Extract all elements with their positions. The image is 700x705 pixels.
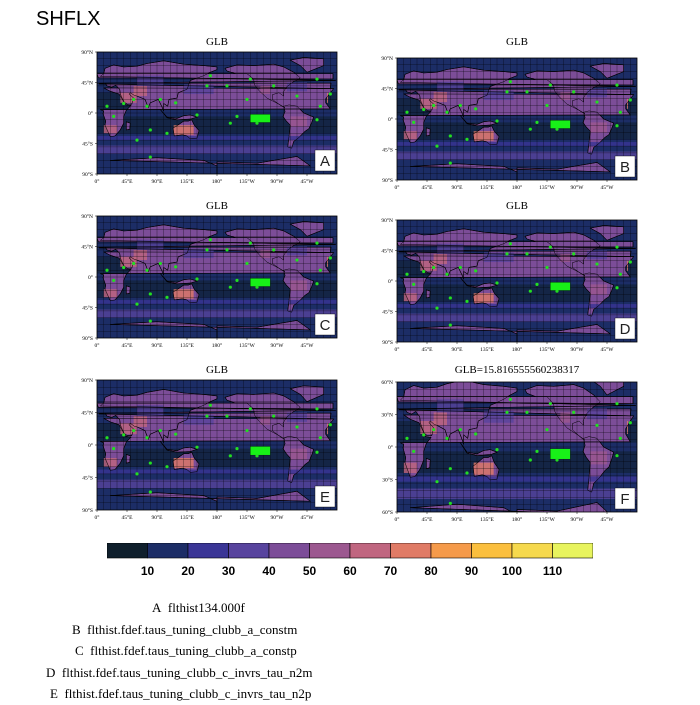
significance-dot <box>535 450 538 453</box>
significance-dot <box>615 402 618 405</box>
lon-tick-label: 180° <box>511 185 523 191</box>
lon-tick-label: 180° <box>211 343 223 349</box>
lon-tick-label: 135°E <box>180 179 194 185</box>
flux-patch <box>434 412 447 425</box>
lon-tick-label: 90°W <box>270 179 284 185</box>
lat-tick-label: 90°S <box>382 178 393 184</box>
colorbar-swatch <box>472 543 513 558</box>
lon-tick-label: 90°W <box>270 515 284 521</box>
lat-tick-label: 60°S <box>382 510 393 516</box>
legend-row-b: B flthist.fdef.taus_tuning_clubb_a_constm <box>72 621 298 637</box>
panel-title: GLB <box>206 36 228 48</box>
panel-letter: B <box>619 159 631 176</box>
lat-tick-label: 90°N <box>81 50 93 56</box>
colorbar-swatch <box>391 543 432 558</box>
lon-tick-label: 45°E <box>421 185 433 191</box>
panel-letter: A <box>319 153 331 170</box>
lon-tick-label: 45°E <box>421 347 433 353</box>
lon-tick-label: 0° <box>94 179 100 185</box>
significance-dot <box>505 411 508 414</box>
panel-title: GLB=15.816555560238317 <box>454 364 580 376</box>
panel-title: GLB <box>206 200 228 212</box>
lon-tick-label: 90°W <box>270 343 284 349</box>
significance-dot <box>525 411 528 414</box>
significance-region <box>550 449 570 459</box>
lat-tick-label: 90°N <box>81 378 93 384</box>
lon-tick-label: 135°W <box>539 517 555 523</box>
significance-dot <box>529 458 532 461</box>
lat-tick-label: 30°N <box>381 412 393 419</box>
colorbar-label: 90 <box>464 564 479 578</box>
colorbar-label: 60 <box>343 564 357 578</box>
significance-dot <box>445 437 448 440</box>
lon-tick-label: 180° <box>211 515 223 521</box>
lat-tick-label: 0° <box>88 111 93 117</box>
lat-tick-label: 60°N <box>381 380 393 386</box>
colorbar-label: 50 <box>302 564 317 578</box>
lat-tick-label: 45°N <box>381 248 393 255</box>
colorbar-label: 100 <box>501 564 523 578</box>
significance-dot <box>545 428 548 431</box>
lat-tick-label: 90°N <box>381 56 393 62</box>
lon-tick-label: 45°E <box>121 515 133 521</box>
legend-row-c: C flthist.fdef.taus_tuning_clubb_a_constp <box>75 643 297 658</box>
lon-tick-label: 90°E <box>151 343 163 349</box>
flux-patch <box>590 451 607 464</box>
lon-tick-label: 135°E <box>480 185 494 191</box>
lat-tick-label: 90°S <box>82 336 93 342</box>
colorbar-swatch <box>512 543 553 558</box>
lon-tick-label: 180° <box>511 517 523 523</box>
colorbar-label: 110 <box>542 564 563 578</box>
lon-tick-label: 45°E <box>421 517 433 523</box>
lat-tick-label: 30°S <box>382 477 393 484</box>
significance-dot <box>509 398 512 401</box>
panel-title: GLB <box>506 36 528 48</box>
lat-tick-label: 45°N <box>381 86 393 93</box>
lat-tick-label: 0° <box>388 117 393 123</box>
colorbar-swatch <box>188 543 229 558</box>
lat-tick-label: 45°S <box>382 147 393 154</box>
case-legend <box>30 597 450 705</box>
lon-tick-label: 45°W <box>600 517 614 523</box>
significance-dot <box>449 467 452 470</box>
significance-dot <box>549 402 552 405</box>
legend-row-e: E flthist.fdef.taus_tuning_clubb_c_invrs_tau_n2p <box>50 686 312 701</box>
lat-tick-label: 45°N <box>81 410 93 417</box>
lat-tick-label: 0° <box>388 279 393 285</box>
lat-tick-label: 0° <box>88 443 93 449</box>
lon-tick-label: 45°E <box>121 343 133 349</box>
significance-dot <box>619 437 622 440</box>
legend-row-d: D flthist.fdef.taus_tuning_clubb_c_invrs_tau_n2m <box>46 664 313 680</box>
colorbar-label: 30 <box>221 564 236 578</box>
colorbar-label: 20 <box>181 564 195 578</box>
colorbar-swatch <box>148 543 189 558</box>
lon-tick-label: 135°E <box>180 515 194 521</box>
lon-tick-label: 0° <box>394 347 400 353</box>
lon-tick-label: 45°W <box>300 343 314 349</box>
lon-tick-label: 0° <box>394 185 400 191</box>
colorbar-swatch <box>107 543 148 558</box>
lat-tick-label: 45°S <box>382 309 393 316</box>
lon-tick-label: 135°W <box>239 343 255 349</box>
lat-tick-label: 0° <box>88 275 93 281</box>
significance-dot <box>615 454 618 457</box>
lat-tick-label: 45°S <box>82 475 93 482</box>
significance-dot <box>465 471 468 474</box>
lon-tick-label: 0° <box>94 343 100 349</box>
colorbar-label: 10 <box>140 564 155 578</box>
significance-dot <box>495 448 498 451</box>
lon-tick-label: 90°W <box>570 347 584 353</box>
lat-tick-label: 90°S <box>382 340 393 346</box>
lat-tick-label: 90°S <box>82 172 93 178</box>
lon-tick-label: 90°W <box>570 185 584 191</box>
lon-tick-label: 180° <box>511 347 523 353</box>
lon-tick-label: 45°W <box>600 185 614 191</box>
lon-tick-label: 135°W <box>539 185 555 191</box>
figure-title: SHFLX <box>36 8 101 30</box>
panel-letter: C <box>319 317 331 334</box>
lon-tick-label: 0° <box>94 515 100 521</box>
colorbar-swatch <box>553 543 594 558</box>
lon-tick-label: 90°E <box>151 179 163 185</box>
panel-letter: E <box>319 489 331 506</box>
lon-tick-label: 180° <box>211 179 223 185</box>
significance-dot <box>595 424 598 427</box>
significance-dot <box>572 411 575 414</box>
lat-tick-label: 45°S <box>82 305 93 312</box>
lon-tick-label: 0° <box>394 517 400 523</box>
lon-tick-label: 90°W <box>570 517 584 523</box>
significance-dot <box>474 432 477 435</box>
lat-tick-label: 45°S <box>82 141 93 148</box>
lat-tick-label: 90°N <box>381 218 393 224</box>
significance-dot <box>412 450 415 453</box>
colorbar-swatch <box>431 543 472 558</box>
lon-tick-label: 90°E <box>151 515 163 521</box>
lon-tick-label: 135°E <box>480 347 494 353</box>
lon-tick-label: 135°E <box>180 343 194 349</box>
colorbar-label: 40 <box>262 564 276 578</box>
significance-dot <box>449 502 452 505</box>
lat-tick-label: 45°N <box>81 80 93 87</box>
panel-title: GLB <box>206 364 228 376</box>
significance-dot <box>422 433 425 436</box>
lon-tick-label: 135°W <box>239 179 255 185</box>
colorbar-label: 80 <box>424 564 438 578</box>
colorbar-swatch <box>350 543 391 558</box>
significance-dot <box>459 428 462 431</box>
colorbar-label: 70 <box>383 564 398 578</box>
colorbar-swatch <box>269 543 310 558</box>
lon-tick-label: 90°E <box>451 185 463 191</box>
significance-dot <box>629 421 632 424</box>
lon-tick-label: 135°W <box>239 515 255 521</box>
legend-row-a: A flthist134.000f <box>152 600 245 615</box>
significance-dot <box>555 458 558 461</box>
lon-tick-label: 45°W <box>300 179 314 185</box>
lon-tick-label: 90°E <box>451 347 463 353</box>
lon-tick-label: 90°E <box>451 517 463 523</box>
lat-tick-label: 90°N <box>81 214 93 220</box>
flux-patch <box>627 421 628 434</box>
panel-letter: D <box>619 321 631 338</box>
panel-title: GLB <box>506 200 528 212</box>
panel-letter: F <box>620 491 630 508</box>
lon-tick-label: 135°W <box>539 347 555 353</box>
colorbar <box>107 543 593 583</box>
colorbar-swatch <box>310 543 351 558</box>
colorbar-swatch <box>229 543 270 558</box>
significance-dot <box>435 480 438 483</box>
significance-dot <box>405 437 408 440</box>
lat-tick-label: 0° <box>388 445 393 451</box>
lon-tick-label: 45°W <box>600 347 614 353</box>
significance-dot <box>432 428 435 431</box>
lat-tick-label: 45°N <box>81 244 93 251</box>
lon-tick-label: 45°E <box>121 179 133 185</box>
lat-tick-label: 90°S <box>82 508 93 514</box>
lon-tick-label: 45°W <box>300 515 314 521</box>
lon-tick-label: 135°E <box>480 517 494 523</box>
